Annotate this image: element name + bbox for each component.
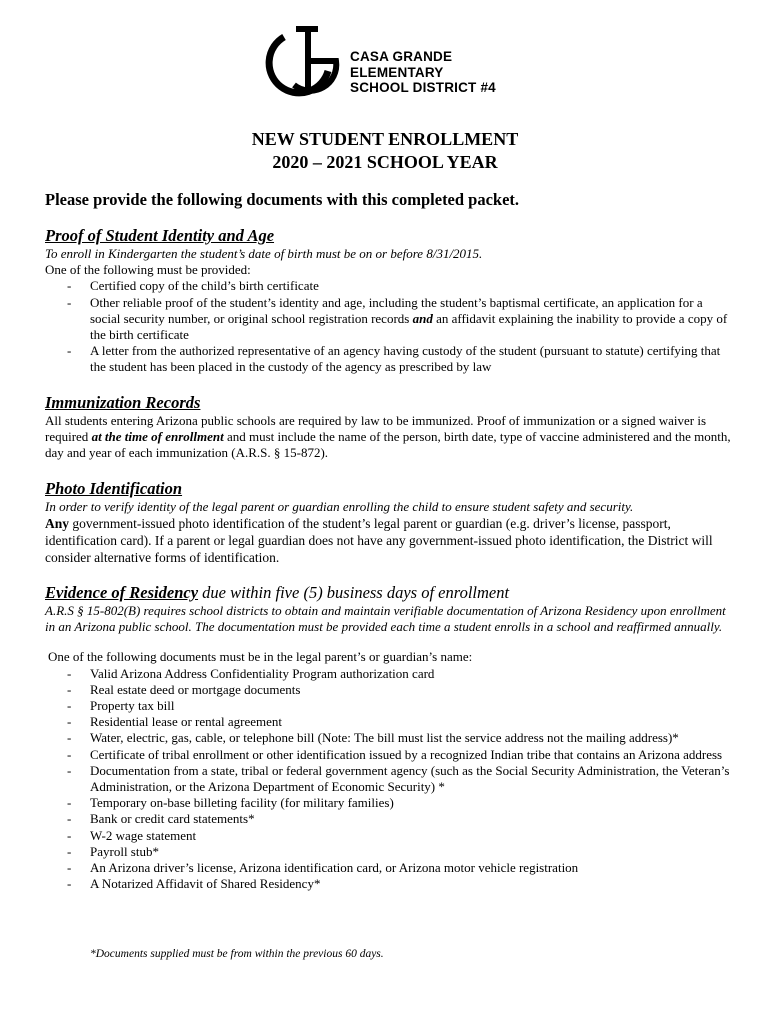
list-item: - W-2 wage statement [67,828,735,844]
list-item: - Payroll stub* [67,844,735,860]
list-item-text: A letter from the authorized representative of an agency having custody of the student (pursuant to statute) certifying that the student has been placed in the custody of the agency as prescribed by law [90,343,721,375]
list-item-text: an affidavit explaining the inability to provide a copy of the birth certificate [90,310,728,343]
district-logo [254,25,524,97]
immunization-emphasis: at the time of enrollment [91,429,224,445]
document-title: NEW STUDENT ENROLLMENT [251,129,519,149]
list-item: - Bank or credit card statements* [67,811,735,827]
photo-id-text [45,515,735,566]
residency-section [45,583,735,892]
list-item: - Certificate of tribal enrollment or other identification issued by a recognized Indian tribe that contains an Arizona address [67,747,735,763]
logo-line-3: SCHOOL DISTRICT #4 [350,80,496,95]
list-item: - Property tax bill [67,698,735,714]
district-logo-wordmark [350,49,496,96]
photo-id-note: In order to verify identity of the legal parent or guardian enrolling the child to ensure student safety and security. [45,499,634,514]
immunization-text-a: All students entering Arizona public schools are required by law to be immunized. Proof of immunization or a signed waiver is required [45,413,707,445]
immunization-heading: Immunization Records [45,393,201,412]
photo-id-heading: Photo Identification [45,479,183,498]
school-year-title: 2020 – 2021 SCHOOL YEAR [272,152,498,172]
proof-identity-heading: Proof of Student Identity and Age [45,226,275,245]
intro-instruction: Please provide the following documents with this completed packet. [45,190,520,209]
residency-note: A.R.S § 15-802(B) requires school districts to obtain and maintain verifiable documentation of Arizona Residency upon enrollment in an Arizona public school. The documentation must be provided each time a student enrolls in a school and reaffirmed annually. [45,603,726,635]
photo-id-section [45,479,735,566]
list-item: - Valid Arizona Address Confidentiality Program authorization card [67,666,735,682]
residency-heading: Evidence of Residency [45,583,199,602]
residency-footnote: *Documents supplied must be from within the previous 60 days. [90,948,384,960]
proof-list [45,278,735,375]
list-item [67,343,735,375]
list-item: - Water, electric, gas, cable, or telephone bill (Note: The bill must list the service address not the mailing address)* [67,730,735,746]
list-item [67,295,735,344]
logo-line-1: CASA GRANDE [350,49,453,64]
list-item: - Documentation from a state, tribal or federal government agency (such as the Social Security Administration, the Veteran’s Administration, or the Arizona Department of Economic Security) * [67,763,735,795]
photo-id-body: government-issued photo identification of the student’s legal parent or guardian (e.g. driver’s license, passport, identification card). If a parent or legal guardian does not have any government-issued photo identification, the District will consider alternative forms of identification. [45,516,713,566]
proof-lead: One of the following must be provided: [45,262,251,278]
photo-id-any: Any [45,516,70,532]
district-logo-mark-icon [254,25,346,97]
logo-line-2: ELEMENTARY [350,64,444,80]
list-item-text: Certified copy of the child’s birth certificate [90,278,319,294]
list-item: - An Arizona driver’s license, Arizona identification card, or Arizona motor vehicle registration [67,860,735,876]
residency-heading-row [45,583,735,603]
kindergarten-note: To enroll in Kindergarten the student’s date of birth must be on or before 8/31/2015. [45,246,483,261]
residency-list [45,666,735,893]
residency-lead: One of the following documents must be in the legal parent’s or guardian’s name: [48,649,473,665]
emphasis-and: and [412,310,433,326]
list-item: - Temporary on-base billeting facility (for military families) [67,795,735,811]
immunization-text [45,413,735,462]
proof-identity-section [45,226,735,376]
immunization-section [45,393,735,462]
immunization-text-b: and must include the name of the person, birth date, type of vaccine administered and the month, day and year of each immunization (A.R.S. § 15-872). [45,429,731,461]
list-item: - Residential lease or rental agreement [67,714,735,730]
list-item [67,278,735,294]
list-item-text: Other reliable proof of the student’s identity and age, including the student’s baptismal certificate, an application for a social security number, or original school registration records [90,294,703,326]
list-item: - A Notarized Affidavit of Shared Residency* [67,876,735,892]
residency-deadline: due within five (5) business days of enrollment [198,583,510,602]
list-item: - Real estate deed or mortgage documents [67,682,735,698]
